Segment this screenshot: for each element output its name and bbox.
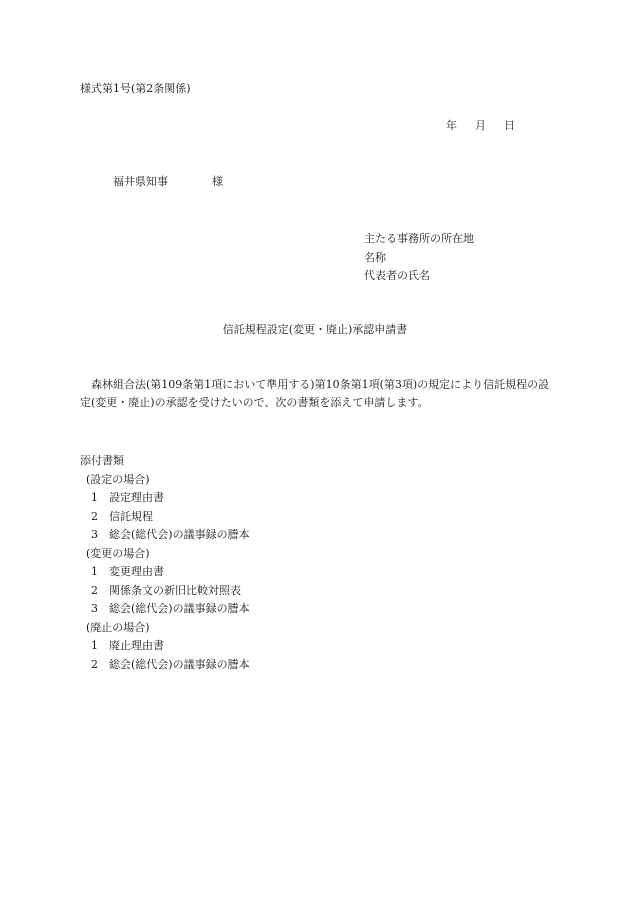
list-item <box>80 656 250 675</box>
list-item <box>80 508 250 527</box>
item-text: 総会(総代会)の議事録の謄本 <box>109 528 250 541</box>
document-title: 信託規程設定(変更・廃止)承認申請書 <box>222 323 408 336</box>
item-text: 廃止理由書 <box>109 639 164 652</box>
item-text: 設定理由書 <box>109 491 164 504</box>
addressee-name: 福井県知事 <box>113 175 168 188</box>
list-item <box>80 563 250 582</box>
item-text: 総会(総代会)の議事録の謄本 <box>109 602 250 615</box>
item-text: 変更理由書 <box>109 565 164 578</box>
attachments-heading: 添付書類 <box>80 454 124 467</box>
item-number: 2 <box>91 583 98 597</box>
attachments <box>80 452 250 674</box>
item-number: 3 <box>91 528 98 541</box>
date-line <box>446 118 515 133</box>
item-text: 関係条文の新旧比較対照表 <box>109 583 241 597</box>
date-month: 月 <box>475 119 486 132</box>
item-number: 1 <box>91 639 98 652</box>
case-label-change: (変更の場合) <box>86 546 150 560</box>
list-item <box>80 600 250 619</box>
item-number: 2 <box>91 509 98 523</box>
item-text: 総会(総代会)の議事録の謄本 <box>109 657 250 671</box>
form-number: 様式第1号(第2条関係) <box>80 82 191 95</box>
item-text: 信託規程 <box>109 509 153 523</box>
applicant-name-label: 名称 <box>364 250 386 264</box>
date-year: 年 <box>446 119 457 132</box>
item-number: 1 <box>91 491 98 504</box>
body-paragraph: 森林組合法(第109条第1項において準用する)第10条第1項(第3項)の規定により信託規程の設定(変更・廃止)の承認を受けたいので、次の書類を添えて申請します。 <box>80 378 550 409</box>
item-number: 3 <box>91 602 98 615</box>
list-item <box>80 582 250 601</box>
item-number: 1 <box>91 565 98 578</box>
addressee-honorific: 様 <box>212 175 223 188</box>
list-item <box>80 637 250 656</box>
body-text <box>80 376 560 412</box>
addressee <box>113 174 223 189</box>
item-number: 2 <box>91 657 98 671</box>
case-label-abolish: (廃止の場合) <box>86 620 150 634</box>
list-item <box>80 526 250 545</box>
applicant-block <box>364 230 474 286</box>
list-item <box>80 489 250 508</box>
date-day: 日 <box>504 119 515 132</box>
applicant-representative-label: 代表者の氏名 <box>364 269 430 282</box>
applicant-address-label: 主たる事務所の所在地 <box>364 232 474 245</box>
case-label-establish: (設定の場合) <box>86 472 150 486</box>
